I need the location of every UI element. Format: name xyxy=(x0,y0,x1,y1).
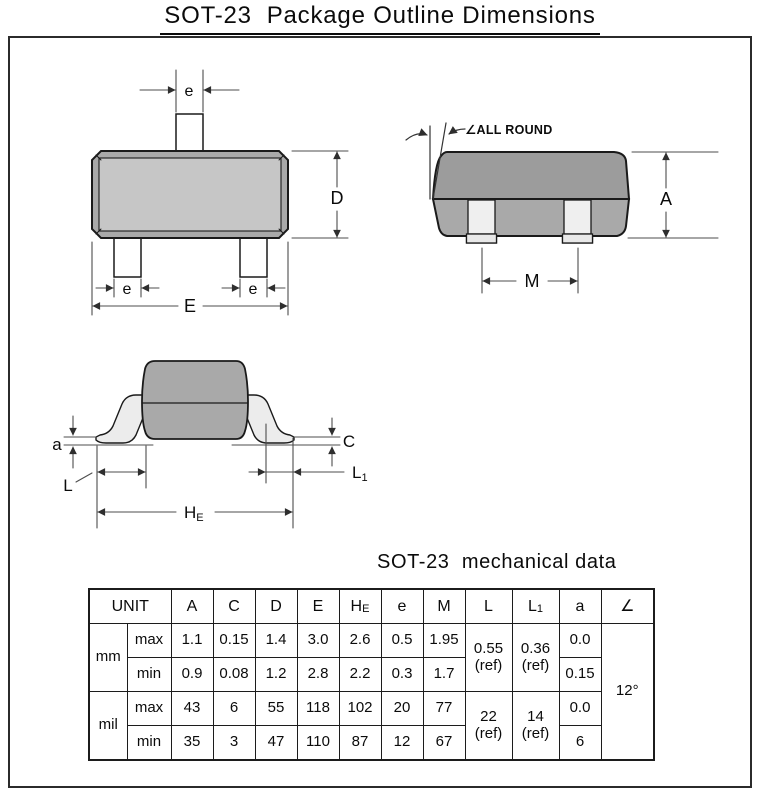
col-header-angle: ∠ xyxy=(601,589,654,624)
dim-label-C: C xyxy=(342,432,356,451)
col-header-L1: L1 xyxy=(512,589,559,624)
package-body-side-view xyxy=(142,361,248,439)
table-title: SOT-23 mechanical data xyxy=(377,551,617,573)
dim-label-L: L xyxy=(63,476,73,495)
col-header-a: a xyxy=(559,589,601,624)
value-cell: 1.95 xyxy=(423,624,465,658)
bottom-pin-left xyxy=(114,238,141,277)
value-cell: 102 xyxy=(339,692,381,726)
value-cell: 1.1 xyxy=(171,624,213,658)
page-title: SOT-23 Package Outline Dimensions xyxy=(160,2,599,35)
value-cell: 2.6 xyxy=(339,624,381,658)
value-cell-angle: 12° xyxy=(601,624,654,761)
unit-label-mil: mil xyxy=(89,692,127,761)
value-cell-L-mm: 0.55 (ref) xyxy=(465,624,512,692)
top-pin xyxy=(176,114,203,152)
dim-label-D: D xyxy=(330,188,344,208)
value-cell: 3 xyxy=(213,726,255,761)
value-cell: 1.4 xyxy=(255,624,297,658)
table-row-mil-min xyxy=(89,726,654,761)
value-cell: 2.2 xyxy=(339,658,381,692)
package-front-face xyxy=(433,199,629,236)
value-cell: 55 xyxy=(255,692,297,726)
value-cell: 47 xyxy=(255,726,297,761)
value-cell-L1-mil: 14 (ref) xyxy=(512,692,559,761)
table-row-mm-min xyxy=(89,658,654,692)
dim-label-M: M xyxy=(524,271,540,291)
value-cell: 0.15 xyxy=(559,658,601,692)
value-cell: 0.0 xyxy=(559,624,601,658)
top-view-diagram xyxy=(92,70,348,316)
package-top-face xyxy=(433,152,629,199)
value-cell: 77 xyxy=(423,692,465,726)
package-body-inner xyxy=(99,158,281,231)
side-view-diagram xyxy=(52,361,367,528)
dim-label-e-left-pin: e xyxy=(122,281,132,298)
value-cell: 1.2 xyxy=(255,658,297,692)
bottom-pin-right xyxy=(240,238,267,277)
value-cell: 6 xyxy=(213,692,255,726)
col-header-L: L xyxy=(465,589,512,624)
dim-L xyxy=(76,446,146,528)
col-header-M: M xyxy=(423,589,465,624)
unit-label-mm: mm xyxy=(89,624,127,692)
mechanical-data-table xyxy=(88,588,655,761)
value-cell: 0.0 xyxy=(559,692,601,726)
value-cell: 1.7 xyxy=(423,658,465,692)
col-header-C: C xyxy=(213,589,255,624)
col-header-HE: HE xyxy=(339,589,381,624)
col-header-D: D xyxy=(255,589,297,624)
col-header-e: e xyxy=(381,589,423,624)
col-header-E: E xyxy=(297,589,339,624)
all-round-label: ∠ALL ROUND xyxy=(465,123,553,137)
limit-label: min xyxy=(127,658,171,692)
dim-label-a: a xyxy=(52,435,62,454)
value-cell: 110 xyxy=(297,726,339,761)
perspective-diagram xyxy=(406,123,718,293)
limit-label: min xyxy=(127,726,171,761)
table-row-mm-max xyxy=(89,624,654,658)
value-cell: 12 xyxy=(381,726,423,761)
dim-label-A: A xyxy=(659,189,673,209)
dim-label-e-top: e xyxy=(184,83,194,100)
limit-label: max xyxy=(127,624,171,658)
dim-A xyxy=(628,152,718,238)
value-cell: 3.0 xyxy=(297,624,339,658)
value-cell-L1-mm: 0.36 (ref) xyxy=(512,624,559,692)
value-cell: 0.08 xyxy=(213,658,255,692)
dim-label-HE: HE xyxy=(184,503,204,524)
value-cell: 0.3 xyxy=(381,658,423,692)
value-cell: 118 xyxy=(297,692,339,726)
col-header-unit: UNIT xyxy=(89,589,171,624)
table-row-mil-max xyxy=(89,692,654,726)
value-cell: 0.15 xyxy=(213,624,255,658)
dim-label-e-right-pin: e xyxy=(248,281,258,298)
value-cell: 6 xyxy=(559,726,601,761)
value-cell: 67 xyxy=(423,726,465,761)
limit-label: max xyxy=(127,692,171,726)
dim-label-E: E xyxy=(183,296,197,316)
col-header-A: A xyxy=(171,589,213,624)
value-cell: 20 xyxy=(381,692,423,726)
value-cell: 43 xyxy=(171,692,213,726)
value-cell-L-mil: 22 (ref) xyxy=(465,692,512,761)
table-header-row xyxy=(89,589,654,624)
value-cell: 35 xyxy=(171,726,213,761)
dim-label-L1: L1 xyxy=(352,463,368,484)
value-cell: 0.9 xyxy=(171,658,213,692)
value-cell: 87 xyxy=(339,726,381,761)
value-cell: 0.5 xyxy=(381,624,423,658)
value-cell: 2.8 xyxy=(297,658,339,692)
